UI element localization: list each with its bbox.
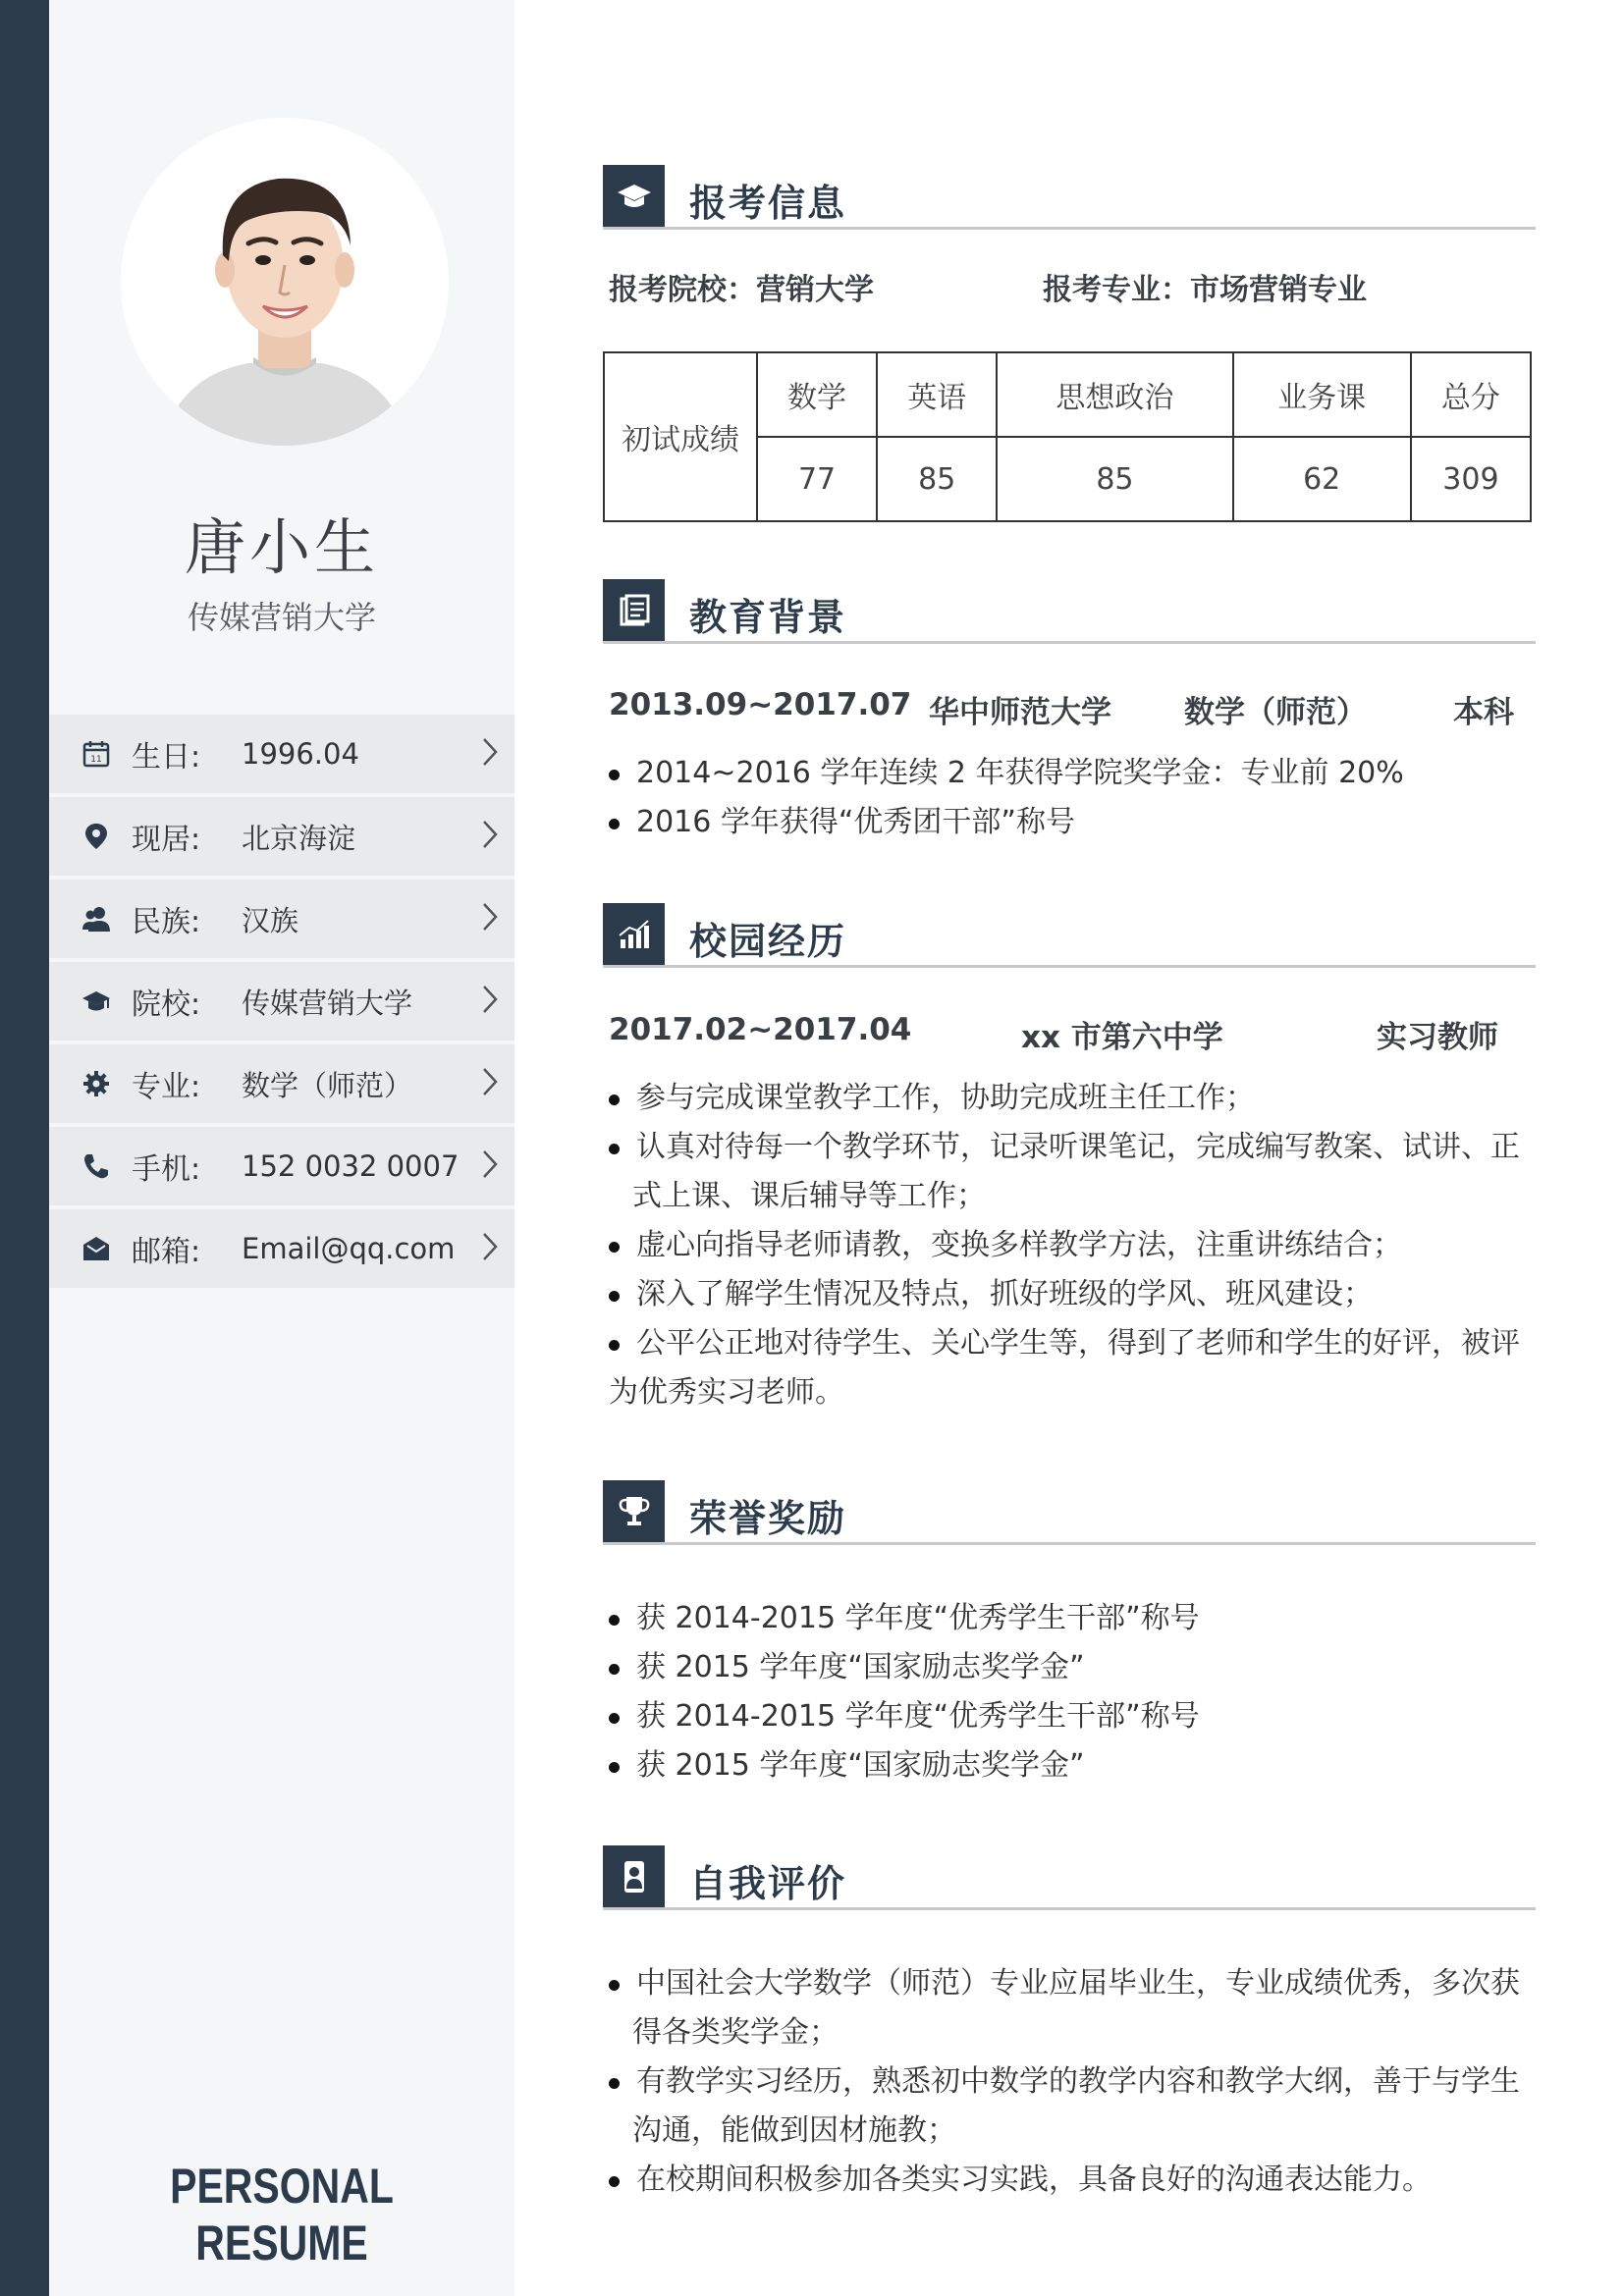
chevron-right-icon bbox=[481, 1231, 499, 1262]
bar-chart-icon bbox=[603, 903, 665, 965]
campus-list bbox=[603, 1074, 1547, 1417]
info-value: 数学（师范） bbox=[242, 1068, 413, 1102]
info-label: 院校: bbox=[132, 988, 201, 1022]
chevron-right-icon bbox=[481, 1148, 499, 1180]
list-item-continuation: 沟通，能做到因材施教； bbox=[632, 2113, 956, 2148]
sidebar bbox=[49, 0, 514, 2296]
graduation-cap-icon bbox=[603, 165, 665, 227]
list-item: 获 2014-2015 学年度“优秀学生干部”称号 bbox=[603, 1594, 1547, 1643]
info-row-birthday bbox=[49, 715, 514, 793]
trophy-icon bbox=[603, 1480, 665, 1542]
score-table bbox=[603, 351, 1532, 522]
info-label: 邮箱: bbox=[132, 1235, 201, 1269]
education-degree: 本科 bbox=[1453, 695, 1514, 730]
candidate-name: 唐小生 bbox=[184, 511, 379, 583]
list-item-continuation: 式上课、课后辅导等工作； bbox=[632, 1179, 986, 1213]
info-row-college bbox=[49, 962, 514, 1041]
list-item: 获 2015 学年度“国家励志奖学金” bbox=[603, 1643, 1547, 1692]
chevron-right-icon bbox=[481, 984, 499, 1015]
chevron-right-icon bbox=[481, 901, 499, 933]
section-header-honors bbox=[603, 1480, 1536, 1545]
score-row-label: 初试成绩 bbox=[604, 352, 757, 521]
score-cell: 309 bbox=[1411, 437, 1531, 521]
chevron-right-icon bbox=[481, 1066, 499, 1097]
list-item-continuation: 为优秀实习老师。 bbox=[609, 1375, 844, 1410]
table-row bbox=[604, 352, 1531, 437]
envelope-icon bbox=[79, 1231, 114, 1266]
education-school: 华中师范大学 bbox=[929, 695, 1111, 730]
info-value: Email@qq.com bbox=[242, 1232, 456, 1265]
info-row-phone bbox=[49, 1127, 514, 1205]
list-item: 虚心向指导老师请教，变换多样教学方法，注重讲练结合； bbox=[603, 1221, 1547, 1270]
campus-organization: xx 市第六中学 bbox=[1021, 1020, 1223, 1055]
section-title: 报考信息 bbox=[689, 182, 847, 225]
list-item: 中国社会大学数学（师范）专业应届毕业生，专业成绩优秀，多次获 bbox=[603, 1959, 1547, 2008]
info-row-email bbox=[49, 1209, 514, 1288]
gear-icon bbox=[79, 1066, 114, 1101]
list-item: 认真对待每一个教学环节，记录听课笔记，完成编写教案、试讲、正 bbox=[603, 1123, 1547, 1172]
list-item: 2016 学年获得“优秀团干部”称号 bbox=[603, 798, 1547, 847]
subject-cell: 思想政治 bbox=[997, 352, 1232, 437]
score-cell: 62 bbox=[1233, 437, 1411, 521]
honors-list bbox=[603, 1594, 1547, 1790]
chevron-right-icon bbox=[481, 736, 499, 768]
left-accent-strip bbox=[0, 0, 49, 2296]
education-major: 数学（师范） bbox=[1184, 695, 1367, 730]
info-label: 现居: bbox=[132, 823, 201, 857]
info-label: 生日: bbox=[132, 740, 201, 774]
education-list bbox=[603, 749, 1547, 847]
svg-text:11: 11 bbox=[90, 755, 102, 765]
avatar bbox=[121, 118, 449, 446]
calendar-icon bbox=[79, 736, 114, 772]
info-row-ethnicity bbox=[49, 880, 514, 958]
personal-resume-label: PERSONAL RESUME bbox=[170, 2159, 394, 2270]
info-row-major bbox=[49, 1044, 514, 1123]
info-value: 152 0032 0007 bbox=[242, 1149, 460, 1183]
info-value: 北京海淀 bbox=[242, 821, 356, 855]
chevron-right-icon bbox=[481, 819, 499, 850]
campus-role: 实习教师 bbox=[1377, 1020, 1498, 1055]
info-row-residence bbox=[49, 797, 514, 876]
section-header-exam bbox=[603, 165, 1536, 230]
list-item-continuation: 得各类奖学金； bbox=[632, 2015, 839, 2050]
info-value: 汉族 bbox=[242, 903, 299, 937]
subject-cell: 总分 bbox=[1411, 352, 1531, 437]
section-header-campus bbox=[603, 903, 1536, 968]
info-label: 专业: bbox=[132, 1070, 201, 1104]
info-value: 1996.04 bbox=[242, 737, 359, 771]
subject-cell: 英语 bbox=[877, 352, 997, 437]
list-item: 深入了解学生情况及特点，抓好班级的学风、班风建设； bbox=[603, 1270, 1547, 1319]
exam-major: 报考专业：市场营销专业 bbox=[1043, 273, 1367, 307]
person-icon bbox=[603, 1845, 665, 1907]
phone-icon bbox=[79, 1148, 114, 1184]
people-icon bbox=[79, 901, 114, 936]
self-evaluation-list bbox=[603, 1959, 1547, 2205]
section-title: 教育背景 bbox=[689, 596, 847, 639]
list-item: 在校期间积极参加各类实习实践，具备良好的沟通表达能力。 bbox=[603, 2156, 1547, 2205]
list-item: 获 2014-2015 学年度“优秀学生干部”称号 bbox=[603, 1692, 1547, 1741]
section-title: 荣誉奖励 bbox=[689, 1497, 847, 1540]
campus-period: 2017.02~2017.04 bbox=[609, 1012, 912, 1047]
list-item: 2014~2016 学年连续 2 年获得学院奖学金：专业前 20% bbox=[603, 749, 1547, 798]
section-title: 自我评价 bbox=[689, 1862, 847, 1905]
candidate-school: 传媒营销大学 bbox=[187, 599, 376, 636]
score-cell: 77 bbox=[757, 437, 877, 521]
list-item: 获 2015 学年度“国家励志奖学金” bbox=[603, 1741, 1547, 1790]
info-label: 手机: bbox=[132, 1152, 201, 1187]
section-header-self bbox=[603, 1845, 1536, 1910]
avatar-portrait bbox=[121, 118, 449, 446]
score-cell: 85 bbox=[877, 437, 997, 521]
graduation-cap-icon bbox=[79, 984, 114, 1019]
section-title: 校园经历 bbox=[689, 920, 847, 963]
exam-school: 报考院校：营销大学 bbox=[609, 273, 874, 307]
personal-info-list bbox=[49, 715, 514, 1292]
list-item: 公平公正地对待学生、关心学生等，得到了老师和学生的好评，被评 bbox=[603, 1319, 1547, 1368]
list-item: 参与完成课堂教学工作，协助完成班主任工作； bbox=[603, 1074, 1547, 1123]
book-icon bbox=[603, 579, 665, 641]
score-cell: 85 bbox=[997, 437, 1232, 521]
list-item: 有教学实习经历，熟悉初中数学的教学内容和教学大纲，善于与学生 bbox=[603, 2057, 1547, 2107]
subject-cell: 数学 bbox=[757, 352, 877, 437]
education-period: 2013.09~2017.07 bbox=[609, 687, 912, 722]
location-pin-icon bbox=[79, 819, 114, 854]
info-label: 民族: bbox=[132, 905, 201, 939]
info-value: 传媒营销大学 bbox=[242, 986, 413, 1020]
section-header-education bbox=[603, 579, 1536, 644]
subject-cell: 业务课 bbox=[1233, 352, 1411, 437]
